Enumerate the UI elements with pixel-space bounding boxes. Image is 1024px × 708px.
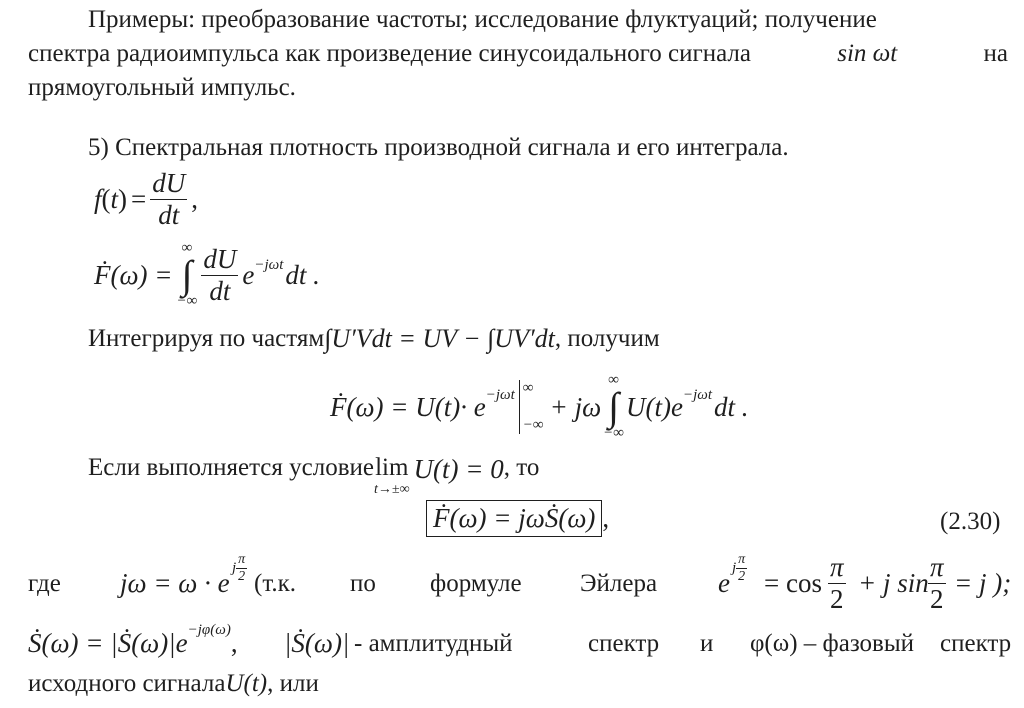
eq-F-fraction [201, 244, 238, 307]
eq-parts-tail: dt . [714, 391, 749, 422]
where-line [28, 552, 1012, 622]
equation-f-derivative [94, 168, 198, 231]
where-eiler: Эйлера [580, 570, 658, 597]
condition-lim-word: lim [375, 454, 409, 481]
condition-text: Если выполняется условие [88, 454, 374, 481]
where-jw-exp-frac [236, 552, 247, 585]
where-e-exp-den: 2 [738, 569, 746, 584]
para1-line2-text: спектра радиоимпульса как произведение синусоидального сигнала [28, 40, 751, 67]
spectrum-s1-text: Ṡ(ω) = |Ṡ(ω)|e [28, 628, 188, 658]
condition-lim-sub: t→±∞ [374, 482, 410, 497]
where-frac1-num: π [830, 552, 844, 582]
condition-expr: U(t) = 0 [413, 454, 504, 484]
last-line [28, 670, 319, 698]
eq-parts-integral-sign [603, 372, 624, 442]
where-frac1-den: 2 [830, 584, 844, 614]
para1-line2-formula: sin ωt [837, 40, 898, 67]
where-e: e [718, 568, 730, 598]
eq-F-upper: ∞ [181, 240, 193, 256]
eq-F-lower: −∞ [176, 293, 198, 309]
condition-lim [374, 454, 410, 498]
condition-tail: , то [503, 454, 540, 481]
eq-f-num: dU [152, 168, 186, 198]
spectrum-s2: |Ṡ(ω)| [284, 628, 350, 658]
spectrum-i: и [700, 630, 714, 657]
eq-parts-exp1: −jωt [485, 386, 515, 403]
where-e-exp-num: π [738, 552, 746, 567]
where-sin: + j sin [858, 568, 929, 598]
spectrum-s1 [28, 622, 238, 659]
where-e-exp-j: j [732, 560, 737, 576]
eq-f-arg: (t) [101, 184, 128, 214]
para1-line3: прямоугольный импульс. [28, 74, 296, 101]
where-jw-exp-den: 2 [238, 569, 246, 584]
where-e-exp-frac [736, 552, 747, 585]
parts-formula: ∫U′Vdt = UV − ∫UV′dt [324, 324, 555, 353]
where-tk: (т.к. [254, 570, 297, 597]
equation-F-integral [94, 240, 320, 310]
eq-parts-lhs: Ḟ(ω) = U(t)· e [330, 391, 486, 422]
para1-line1: Примеры: преобразование частоты; исследование флуктуаций; получение [88, 6, 877, 33]
boxed-expr: Ḟ(ω) = jωṠ(ω) [426, 500, 602, 537]
last-text: исходного сигнала [28, 670, 226, 697]
where-jw-exp-num: π [238, 552, 246, 567]
parts-text: Интегрируя по частям [88, 325, 325, 352]
parts-tail: , получим [554, 325, 660, 352]
eq-F-int: ∫ [181, 252, 193, 297]
where-frac2 [928, 552, 946, 615]
spectrum-spektr2: спектр [940, 630, 1012, 657]
where-po: по [350, 570, 376, 597]
eq-F-exp-base: e [242, 259, 255, 290]
eq-parts-bar [519, 380, 544, 434]
last-tail: , или [267, 670, 319, 697]
equation-number: (2.30) [940, 508, 1001, 535]
where-jw [120, 568, 230, 599]
spectrum-comma: , [230, 628, 238, 658]
eq-f-fraction [150, 168, 187, 231]
where-jw-exp [232, 552, 247, 585]
condition-line [88, 454, 539, 498]
spectrum-line [28, 622, 1012, 662]
eq-F-integral-sign [177, 240, 198, 310]
spectrum-spektr: спектр [588, 630, 660, 657]
para1-line2 [28, 40, 1008, 68]
eq-f-tail: , [191, 184, 199, 214]
where-e-exp [732, 552, 747, 585]
where-frac2-num: π [930, 552, 944, 582]
parts-line [88, 324, 660, 354]
para1-line2-tail: на [983, 40, 1008, 67]
where-jw-exp-j: j [232, 560, 237, 576]
eq-parts-int: ∫ [608, 384, 620, 429]
eq-f-equals: = [131, 184, 147, 214]
eq-f-lhs: f [94, 184, 102, 214]
eq-parts-exp2: −jωt [682, 386, 713, 403]
where-frac2-den: 2 [930, 584, 944, 614]
last-u: U(t) [225, 670, 268, 697]
section-heading: 5) Спектральная плотность производной сигнала и его интеграла. [88, 134, 789, 161]
spectrum-phi: φ(ω) – фазовый [750, 630, 915, 657]
eq-F-tail: dt . [285, 259, 320, 290]
eq-parts-mid: + jω [549, 391, 602, 422]
where-jw-text: jω = ω · e [120, 568, 230, 598]
spectrum-s1-exp: −jφ(ω) [187, 622, 231, 638]
where-cos: = cos [764, 568, 822, 598]
eq-f-den: dt [158, 200, 180, 230]
where-frac1 [828, 552, 846, 615]
eq-F-num: dU [203, 243, 237, 274]
where-formule: формуле [430, 570, 522, 597]
eq-F-lhs: Ḟ(ω) = [94, 259, 173, 290]
eq-F-den: dt [209, 275, 231, 306]
spectrum-ampl: - амплитудный [354, 630, 513, 657]
eq-parts-body: U(t)e [626, 391, 683, 422]
eq-parts-lower: −∞ [603, 425, 624, 441]
boxed-tail: , [602, 503, 610, 533]
where-rhs3: = j ); [954, 568, 1012, 598]
eq-parts-bar-upper: ∞ [522, 380, 534, 396]
where-gde: где [28, 570, 61, 597]
boxed-equation [426, 500, 609, 537]
eq-parts-upper: ∞ [608, 372, 619, 388]
eq-parts-bar-lower: −∞ [522, 417, 544, 433]
equation-parts-result [330, 372, 749, 442]
eq-F-exp: −jωt [254, 256, 284, 273]
